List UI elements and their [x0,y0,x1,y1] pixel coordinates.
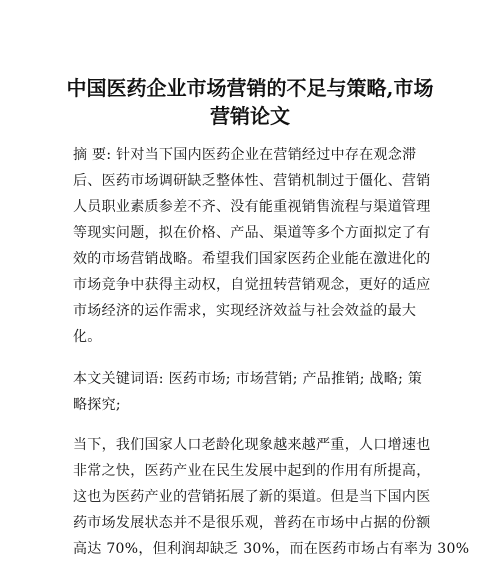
abstract-line: 市场经济的运作需求，实现经济效益与社会效益的最大 [73,303,417,319]
doc-title-line-1: 中国医药企业市场营销的不足与策略,市场 [66,76,434,100]
body-line: 药市场发展状态并不是很乐观，普药在市场中占据的份额 [73,515,431,531]
abstract-line: 效的市场营销战略。希望我们国家医药企业能在激进化的 [73,251,431,267]
body-line: 高达 70%，但利润却缺乏 30%，而在医药市场占有率为 30% [73,541,470,557]
abstract-line: 后、医药市场调研缺乏整体性、营销机制过于僵化、营销 [73,173,431,189]
doc-title-line-2: 营销论文 [210,104,290,128]
body-line: 非常之快，医药产业在民生发展中起到的作用有所提高， [73,463,431,479]
keywords-line: 略探究; [73,397,121,413]
abstract-line: 等现实问题，拟在价格、产品、渠道等多个方面拟定了有 [73,225,431,241]
keywords-line: 本文关键词语: 医药市场; 市场营销; 产品推销; 战略; 策 [73,371,423,387]
abstract-line: 市场竞争中获得主动权，自觉扭转营销观念，更好的适应 [73,277,431,293]
abstract-line: 人员职业素质参差不齐、没有能重视销售流程与渠道管理 [73,199,431,215]
body-line: 当下，我们国家人口老龄化现象越来越严重，人口增速也 [73,437,431,453]
body-line: 这也为医药产业的营销拓展了新的渠道。但是当下国内医 [73,489,431,505]
abstract-line: 化。 [73,329,102,345]
abstract-line: 摘 要: 针对当下国内医药企业在营销经过中存在观念滞 [73,147,417,163]
